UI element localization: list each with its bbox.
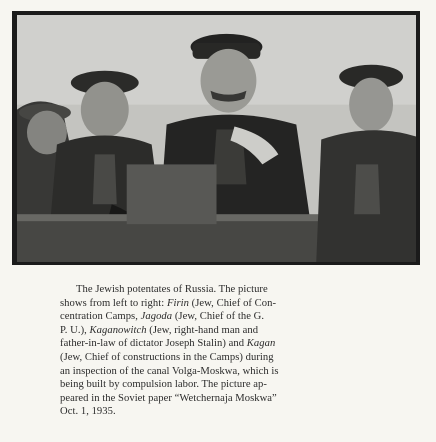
photograph xyxy=(17,15,416,262)
caption-text: peared in the Soviet paper “Wetchernaja Moskwa” xyxy=(60,392,277,404)
caption-text: Oct. 1, 1935. xyxy=(60,406,116,418)
name-kagan: Kagan xyxy=(246,338,276,350)
caption-line-5 xyxy=(60,337,380,351)
caption-text: (Jew, Chief of Con- xyxy=(188,297,277,309)
caption-text: an inspection of the canal Volga-Moskwa, which is xyxy=(60,365,279,377)
caption-text: (Jew, right-hand man and xyxy=(146,324,259,336)
caption-text: shows from left to right: xyxy=(60,297,167,309)
caption-text: (Jew, Chief of the G. xyxy=(172,311,265,323)
caption-text: (Jew, Chief of constructions in the Camps) during xyxy=(60,351,274,363)
photo-caption xyxy=(60,283,380,419)
name-kaganowitch: Kaganowitch xyxy=(89,324,147,336)
caption-line-10 xyxy=(60,405,380,419)
caption-line-6 xyxy=(60,351,380,365)
caption-line-4 xyxy=(60,324,380,338)
caption-text: being built by compulsion labor. The picture ap- xyxy=(60,379,267,391)
caption-line-1 xyxy=(60,283,380,297)
caption-text: The Jewish potentates of Russia. The picture xyxy=(76,284,268,295)
name-jagoda: Jagoda xyxy=(140,311,173,323)
photograph-image xyxy=(17,15,416,262)
photo-frame xyxy=(12,11,420,265)
caption-line-9 xyxy=(60,392,380,406)
caption-text: P. U.), xyxy=(60,324,90,336)
caption-line-8 xyxy=(60,378,380,392)
caption-line-7 xyxy=(60,365,380,379)
caption-text: father-in-law of dictator Joseph Stalin) and xyxy=(60,338,247,350)
caption-line-2 xyxy=(60,297,380,311)
caption-text: centration Camps, xyxy=(60,311,141,323)
caption-line-3 xyxy=(60,310,380,324)
name-firin: Firin xyxy=(166,297,189,309)
